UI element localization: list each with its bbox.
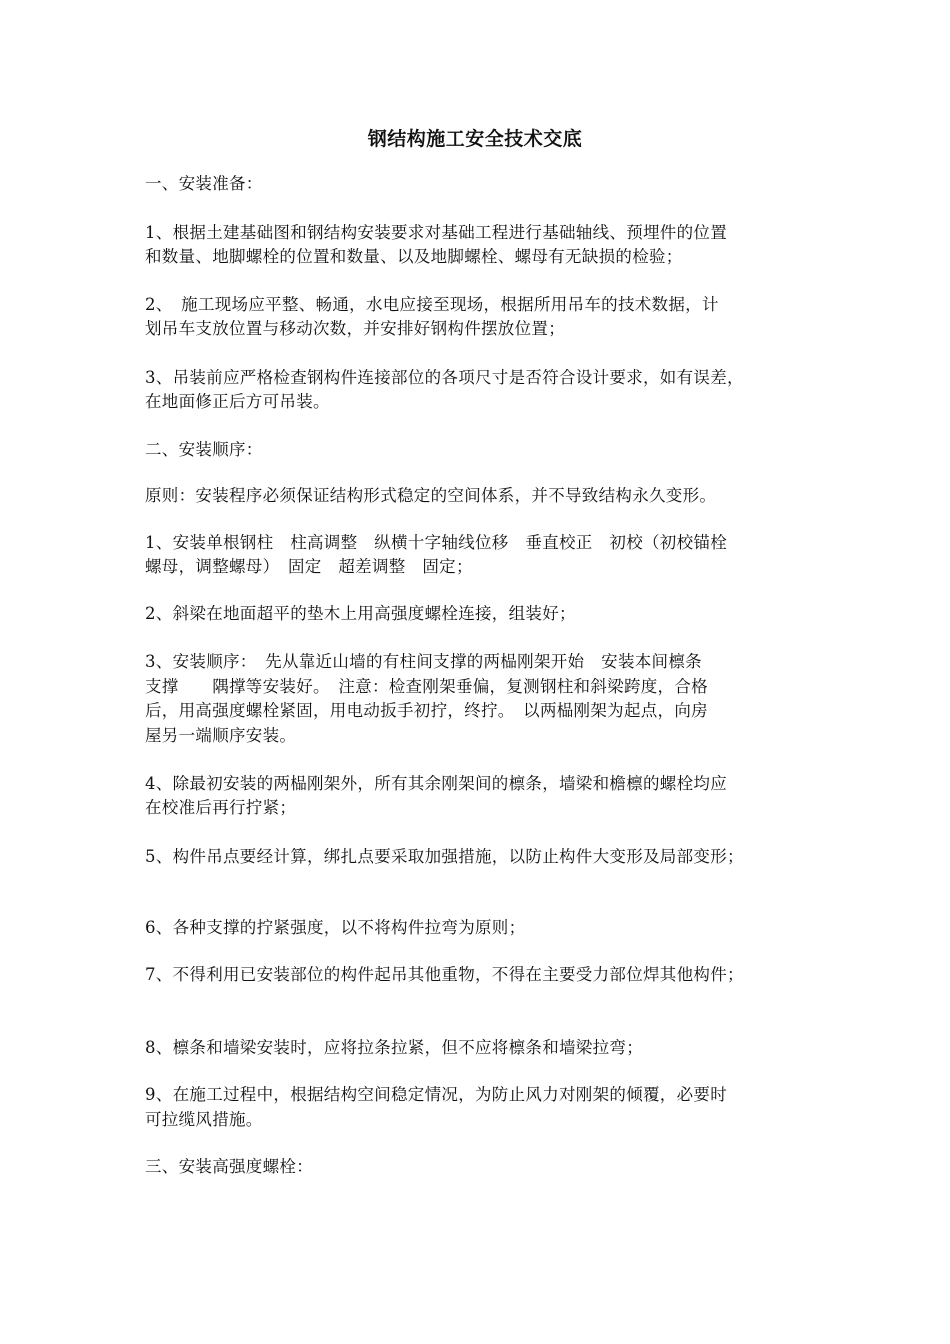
paragraph-line: 在地面修正后方可吊装。 bbox=[145, 392, 330, 411]
paragraph-line: 1、安装单根钢柱 柱高调整 纵横十字轴线位移 垂直校正 初校（初校锚栓 bbox=[145, 533, 727, 552]
paragraph-line: 3、吊装前应严格检查钢构件连接部位的各项尺寸是否符合设计要求，如有误差， bbox=[145, 368, 744, 387]
paragraph-line: 在校准后再行拧紧； bbox=[145, 798, 297, 817]
section-heading-high-strength-bolts: 三、安装高强度螺栓： bbox=[145, 1157, 313, 1176]
paragraph-line: 8、檩条和墙梁安装时，应将拉条拉紧，但不应将檩条和墙梁拉弯； bbox=[145, 1038, 643, 1057]
paragraph-line: 后，用高强度螺栓紧固，用电动扳手初拧，终拧。 以两榀刚架为起点，向房 bbox=[145, 701, 708, 720]
paragraph-line: 5、构件吊点要经计算，绑扎点要采取加强措施，以防止构件大变形及局部变形； bbox=[145, 847, 744, 866]
paragraph-line: 7、不得利用已安装部位的构件起吊其他重物，不得在主要受力部位焊其他构件； bbox=[145, 965, 744, 984]
paragraph-line: 9、在施工过程中，根据结构空间稳定情况，为防止风力对刚架的倾覆，必要时 bbox=[145, 1085, 727, 1104]
paragraph-line: 2、 施工现场应平整、畅通，水电应接至现场，根据所用吊车的技术数据，计 bbox=[145, 295, 719, 314]
section-heading-installation-sequence: 二、安装顺序： bbox=[145, 440, 263, 459]
paragraph-line: 2、斜梁在地面超平的垫木上用高强度螺栓连接，组装好； bbox=[145, 604, 576, 623]
paragraph-line: 1、根据土建基础图和钢结构安装要求对基础工程进行基础轴线、预埋件的位置 bbox=[145, 223, 727, 242]
paragraph-line: 6、各种支撑的拧紧强度，以不将构件拉弯为原则； bbox=[145, 918, 526, 937]
document-title: 钢结构施工安全技术交底 bbox=[367, 128, 583, 150]
paragraph-line: 和数量、地脚螺栓的位置和数量、以及地脚螺栓、螺母有无缺损的检验； bbox=[145, 247, 683, 266]
paragraph-line: 支撑 隅撑等安装好。 注意：检查刚架垂偏，复测钢柱和斜梁跨度，合格 bbox=[145, 677, 708, 696]
paragraph-line: 3、安装顺序： 先从靠近山墙的有柱间支撑的两榀刚架开始 安装本间檩条 bbox=[145, 652, 702, 671]
section-heading-installation-preparation: 一、安装准备： bbox=[145, 174, 263, 193]
paragraph-line: 螺母，调整螺母） 固定 超差调整 固定； bbox=[145, 557, 473, 576]
paragraph-line: 4、除最初安装的两榀刚架外，所有其余刚架间的檩条，墙梁和檐檩的螺栓均应 bbox=[145, 774, 727, 793]
paragraph-line: 原则：安装程序必须保证结构形式稳定的空间体系，并不导致结构永久变形。 bbox=[145, 486, 717, 505]
paragraph-line: 可拉缆风措施。 bbox=[145, 1110, 263, 1129]
paragraph-line: 屋另一端顺序安装。 bbox=[145, 726, 297, 745]
paragraph-line: 划吊车支放位置与移动次数，并安排好钢构件摆放位置； bbox=[145, 319, 565, 338]
